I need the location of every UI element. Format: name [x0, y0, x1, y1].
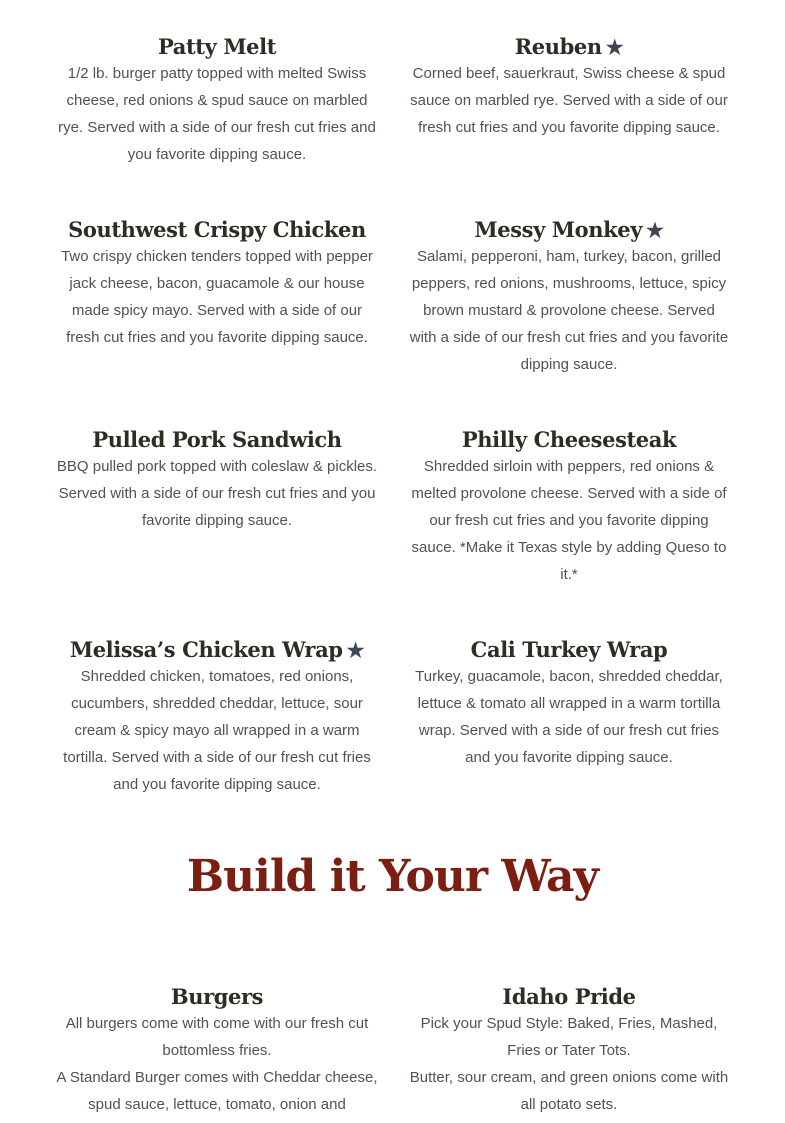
item-title: Southwest Crispy Chicken [68, 217, 366, 242]
menu-item-melissas-chicken-wrap [52, 637, 382, 798]
item-title: Reuben ★ [514, 34, 624, 59]
item-description: BBQ pulled pork topped with coleslaw & pickles. Served with a side of our fresh cut fries and you favorite dipping sauce. [56, 458, 378, 529]
item-description: Shredded chicken, tomatoes, red onions, cucumbers, shredded cheddar, lettuce, sour cream & spicy mayo all wrapped in a warm tortilla. Served with a side of our fresh cut fries and you favorite dipping sauce. [63, 668, 371, 793]
item-description: 1/2 lb. burger patty topped with melted Swiss cheese, red onions & spud sauce on marbled rye. Served with a side of our fresh cut fries and you favorite dipping sauce. [58, 65, 376, 163]
item-title: Pulled Pork Sandwich [92, 427, 342, 452]
menu-item-southwest-crispy-chicken [52, 217, 382, 351]
item-description-extra: Butter, sour cream, and green onions come with all potato sets. [409, 1069, 729, 1113]
item-description: Pick your Spud Style: Baked, Fries, Mashed, Fries or Tater Tots. [420, 1015, 718, 1059]
item-title: Melissa’s Chicken Wrap ★ [69, 637, 365, 662]
item-title: Philly Cheesesteak [461, 427, 677, 452]
item-title: Idaho Pride [502, 984, 636, 1009]
item-description: Shredded sirloin with peppers, red onions & melted provolone cheese. Served with a side of our fresh cut fries and you favorite dipping sauce. *Make it Texas style by adding Queso to it.* [411, 458, 727, 583]
build-item-burgers [52, 984, 382, 1118]
item-description-extra: A Standard Burger comes with Cheddar cheese, spud sauce, lettuce, tomato, onion and [56, 1069, 378, 1113]
menu-item-cali-turkey-wrap [404, 637, 734, 771]
section-heading-build-it-your-way: Build it Your Way [186, 851, 599, 902]
menu-item-pulled-pork-sandwich [52, 427, 382, 534]
item-description: Corned beef, sauerkraut, Swiss cheese & spud sauce on marbled rye. Served with a side of our fresh cut fries and you favorite dipping sauce. [410, 65, 728, 136]
item-title: Cali Turkey Wrap [470, 637, 668, 662]
star-icon: ★ [605, 35, 624, 59]
item-description: All burgers come with come with our fresh cut bottomless fries. [65, 1015, 369, 1059]
item-title: Burgers [170, 984, 264, 1009]
menu-item-philly-cheesesteak [404, 427, 734, 588]
star-icon: ★ [646, 218, 664, 242]
item-description: Two crispy chicken tenders topped with pepper jack cheese, bacon, guacamole & our house made spicy mayo. Served with a side of our fresh cut fries and you favorite dipping sauce. [61, 248, 373, 346]
menu-item-messy-monkey [404, 217, 734, 378]
item-title: Messy Monkey ★ [474, 217, 664, 242]
menu-item-patty-melt [52, 34, 382, 168]
item-description: Salami, pepperoni, ham, turkey, bacon, grilled peppers, red onions, mushrooms, lettuce, spicy brown mustard & provolone cheese. Served with a side of our fresh cut fries and you favorite dipping sauce. [409, 248, 729, 373]
menu-item-reuben [404, 34, 734, 141]
build-item-idaho-pride [404, 984, 734, 1118]
star-icon: ★ [346, 638, 365, 662]
item-description: Turkey, guacamole, bacon, shredded cheddar, lettuce & tomato all wrapped in a warm tortilla wrap. Served with a side of our fresh cut fries and you favorite dipping sauce. [415, 668, 723, 766]
item-title: Patty Melt [157, 34, 277, 59]
